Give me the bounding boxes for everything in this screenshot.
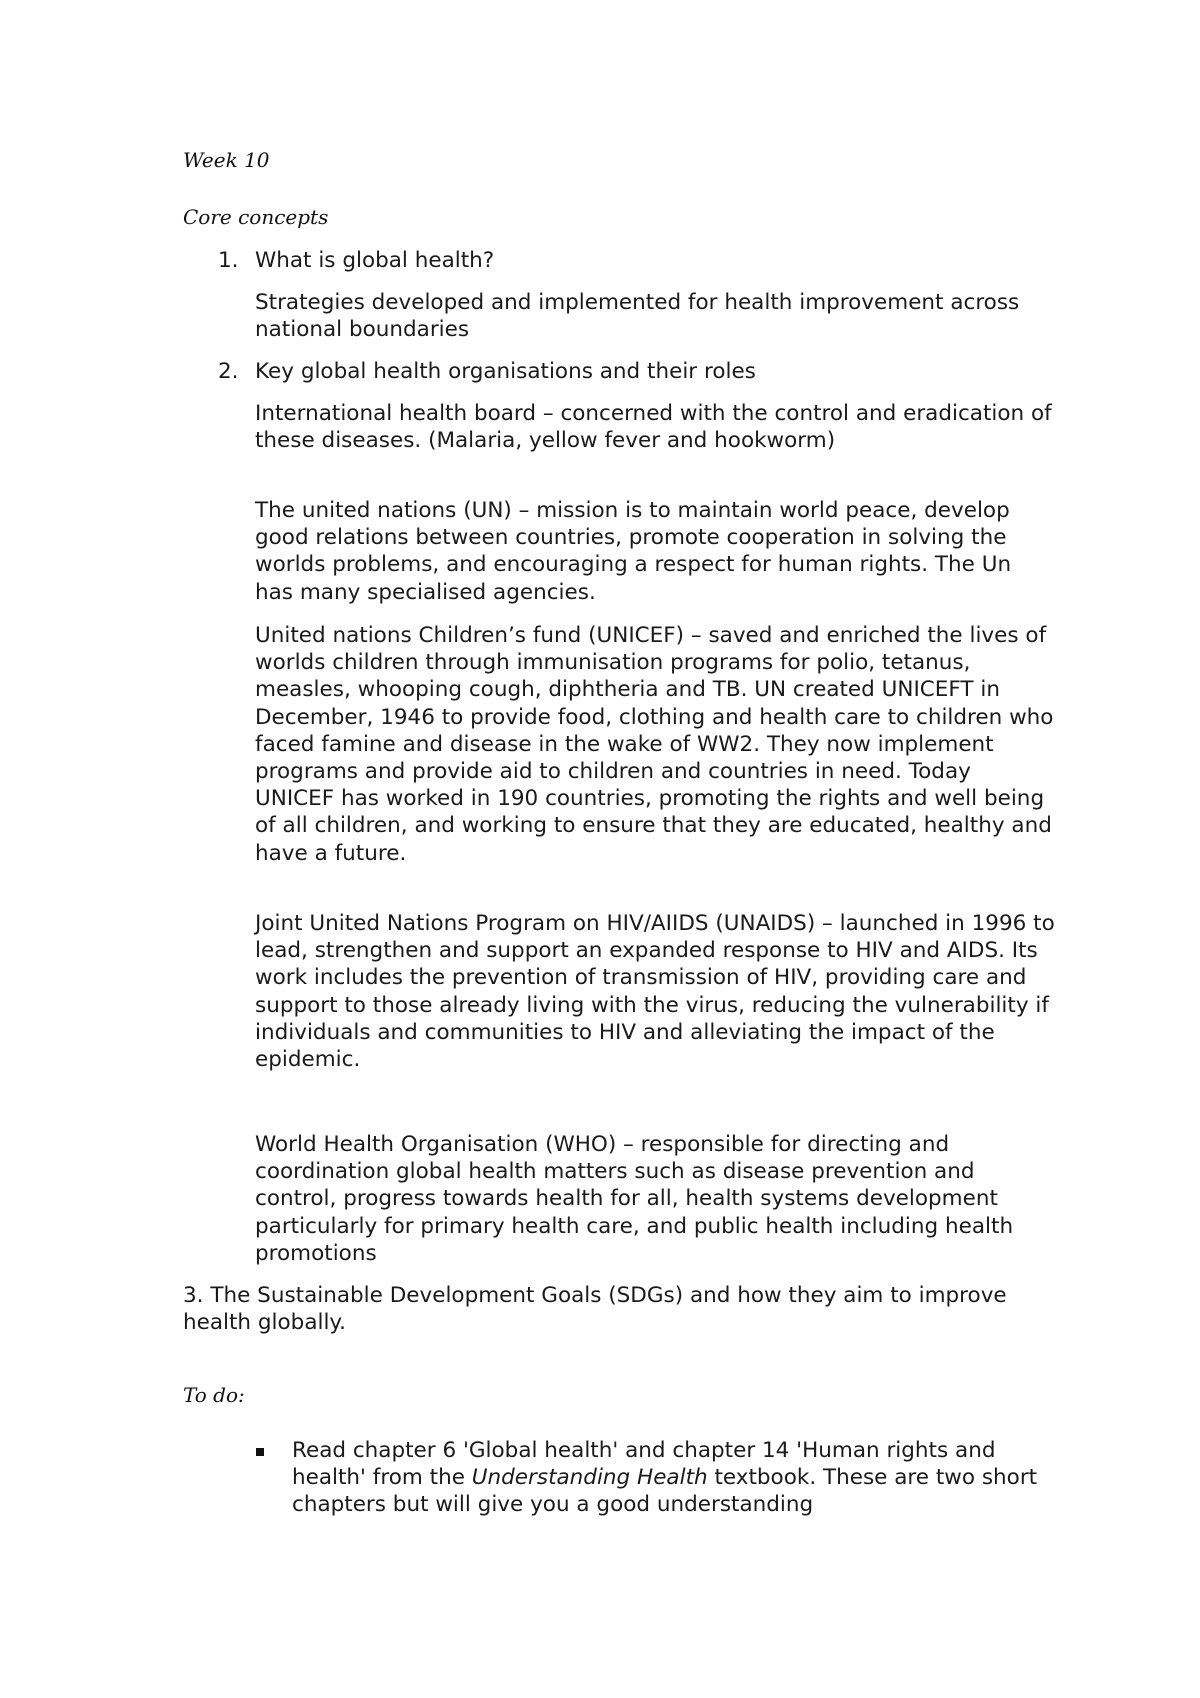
paragraph-international-health-board: International health board – concerned with the control and eradication of these diseases. (Malaria, yellow fever and hookworm) [255,401,1052,454]
answer-global-health: Strategies developed and implemented for health improvement across national boundaries [255,290,1020,343]
todo-heading: To do: [183,1383,245,1407]
todo-text-after: textbook. These are two short chapters but will give you a good understanding [292,1465,1038,1518]
week-heading: Week 10 [183,148,270,172]
point-3-sdgs: 3. The Sustainable Development Goals (SDGs) and how they aim to improve health globally. [183,1283,1007,1336]
todo-text-before: Read chapter 6 'Global health' and chapter 14 'Human rights and health' from the [292,1438,996,1491]
todo-item [292,1437,1052,1519]
question-organisations: Key global health organisations and their roles [255,359,756,384]
todo-text-italic: Understanding Health [471,1465,708,1491]
core-concepts-heading: Core concepts [183,205,329,229]
question-global-health: What is global health? [255,248,495,273]
list-number-2: 2. [218,359,239,384]
paragraph-unicef: United nations Children’s fund (UNICEF) – saved and enriched the lives of worlds children through immunisation programs for polio, tetanus, measles, whooping cough, diphtheria and TB. UN created UNICEFT in December, 1946 to provide food, clothing and health care to children who faced famine and disease in the wake of WW2. They now implement programs and provide aid to children and countries in need. Today UNICEF has worked in 190 countries, promoting the rights and well being of all children, and working to ensure that they are educated, healthy and have a future. [255,623,1054,866]
paragraph-unaids: Joint United Nations Program on HIV/AIIDS (UNAIDS) – launched in 1996 to lead, strengthen and support an expanded response to HIV and AIDS. Its work includes the prevention of transmission of HIV, providing care and support to those already living with the virus, reducing the vulnerability if individuals and communities to HIV and alleviating the impact of the epidemic. [255,911,1055,1073]
list-number-1: 1. [218,248,239,273]
paragraph-united-nations: The united nations (UN) – mission is to maintain world peace, develop good relations between countries, promote cooperation in solving the worlds problems, and encouraging a respect for human rights. The Un has many specialised agencies. [255,498,1012,605]
paragraph-who: World Health Organisation (WHO) – responsible for directing and coordination global health matters such as disease prevention and control, progress towards health for all, health systems development particularly for primary health care, and public health including health promotions [255,1132,1014,1266]
bullet-square-icon [256,1448,264,1456]
